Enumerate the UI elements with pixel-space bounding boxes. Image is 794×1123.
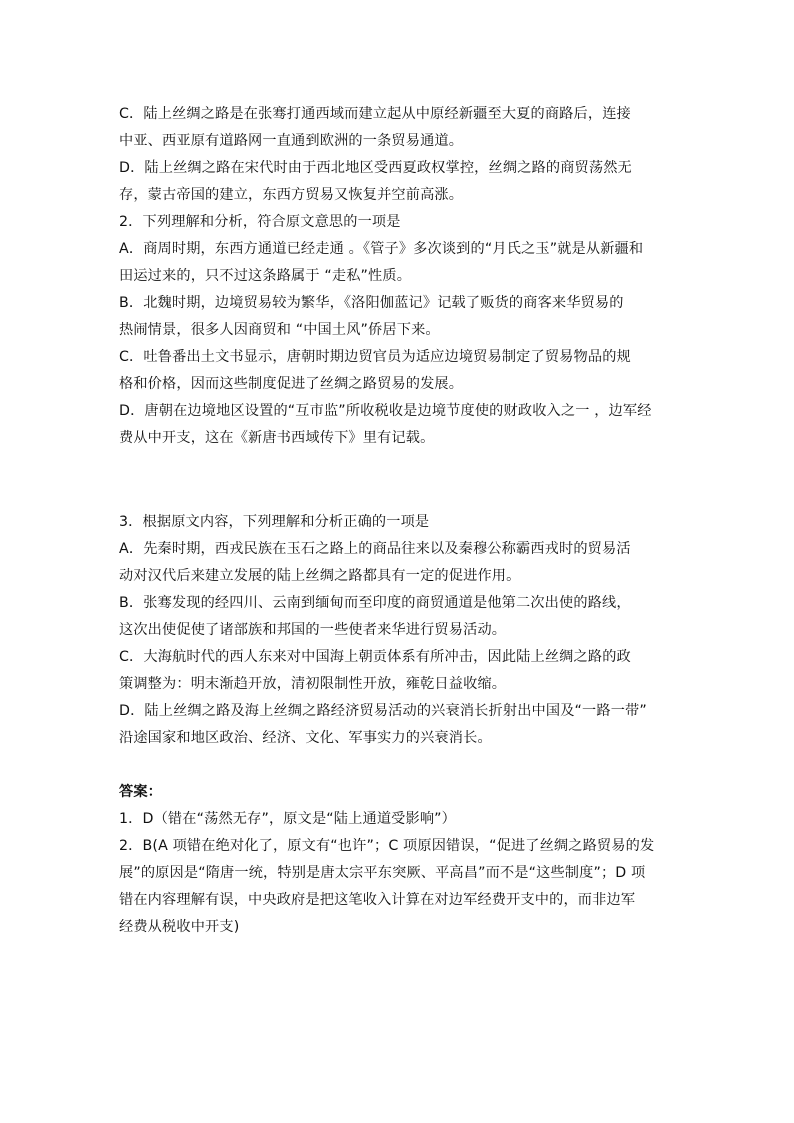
- paragraph-line: 中亚、西亚原有道路网一直通到欧洲的一条贸易通道。: [119, 133, 464, 149]
- paragraph-line: 策调整为：明末渐趋开放，清初限制性开放，雍乾日益收缩。: [119, 676, 507, 692]
- paragraph-line: D．唐朝在边境地区设置的“互市监”所收税收是边境节度使的财政收入之一 ，边军经: [119, 403, 652, 419]
- paragraph-line: A．先秦时期，西戎民族在玉石之路上的商品往来以及秦穆公称霸西戎时的贸易活: [119, 541, 631, 557]
- answer-line: 错在内容理解有误，中央政府是把这笔收入计算在对边军经费开支中的，而非边军: [119, 892, 636, 908]
- paragraph-line: B．北魏时期，边境贸易较为繁华，《洛阳伽蓝记》记载了贩货的商客来华贸易的: [119, 295, 624, 311]
- answer-line: 经费从税收中开支): [119, 919, 240, 935]
- question-3-stem: 3．根据原文内容，下列理解和分析正确的一项是: [119, 514, 430, 530]
- paragraph-line: D．陆上丝绸之路及海上丝绸之路经济贸易活动的兴衰消长折射出中国及“一路一带”: [119, 703, 647, 719]
- paragraph-line: 沿途国家和地区政治、经济、文化、军事实力的兴衰消长。: [119, 730, 492, 746]
- paragraph-line: 动对汉代后来建立发展的陆上丝绸之路都具有一定的促进作用。: [119, 568, 521, 584]
- paragraph-line: 这次出使促使了诸部族和邦国的一些使者来华进行贸易活动。: [119, 622, 507, 638]
- answer-line: 展”的原因是“隋唐一统，特别是唐太宗平东突厥、平高昌”而不是“这些制度”；D 项: [119, 865, 646, 881]
- paragraph-line: 热闹情景，很多人因商贸和 “中国土风”侨居下来。: [119, 322, 440, 338]
- paragraph-line: C．陆上丝绸之路是在张骞打通西域而建立起从中原经新疆至大夏的商路后，连接: [119, 106, 631, 122]
- paragraph-line: D．陆上丝绸之路在宋代时由于西北地区受西夏政权掌控，丝绸之路的商贸荡然无: [119, 160, 632, 176]
- answer-line: 2．B(A 项错在绝对化了，原文有“也许”；C 项原因错误，“促进了丝绸之路贸易的发: [119, 838, 655, 854]
- paragraph-line: 费从中开支，这在《新唐书西域传下》里有记载。: [119, 430, 435, 446]
- paragraph-line: C．大海航时代的西人东来对中国海上朝贡体系有所冲击，因此陆上丝绸之路的政: [119, 649, 631, 665]
- answer-line: 1．D（错在“荡然无存”，原文是“陆上通道受影响”）: [119, 811, 457, 827]
- paragraph-line: 存，蒙古帝国的建立，东西方贸易又恢复并空前高涨。: [119, 187, 464, 203]
- answers-heading: 答案：: [119, 784, 163, 800]
- paragraph-line: 格和价格，因而这些制度促进了丝绸之路贸易的发展。: [119, 376, 464, 392]
- paragraph-line: A．商周时期，东西方通道已经走通 。《管子》多次谈到的“月氏之玉”就是从新疆和: [119, 241, 644, 257]
- paragraph-line: B．张骞发现的经四川、云南到缅甸而至印度的商贸通道是他第二次出使的路线，: [119, 595, 631, 611]
- paragraph-line: C．吐鲁番出土文书显示，唐朝时期边贸官员为适应边境贸易制定了贸易物品的规: [119, 349, 631, 365]
- paragraph-line: 田运过来的，只不过这条路属于 “走私”性质。: [119, 268, 412, 284]
- question-2-stem: 2．下列理解和分析，符合原文意思的一项是: [119, 214, 401, 230]
